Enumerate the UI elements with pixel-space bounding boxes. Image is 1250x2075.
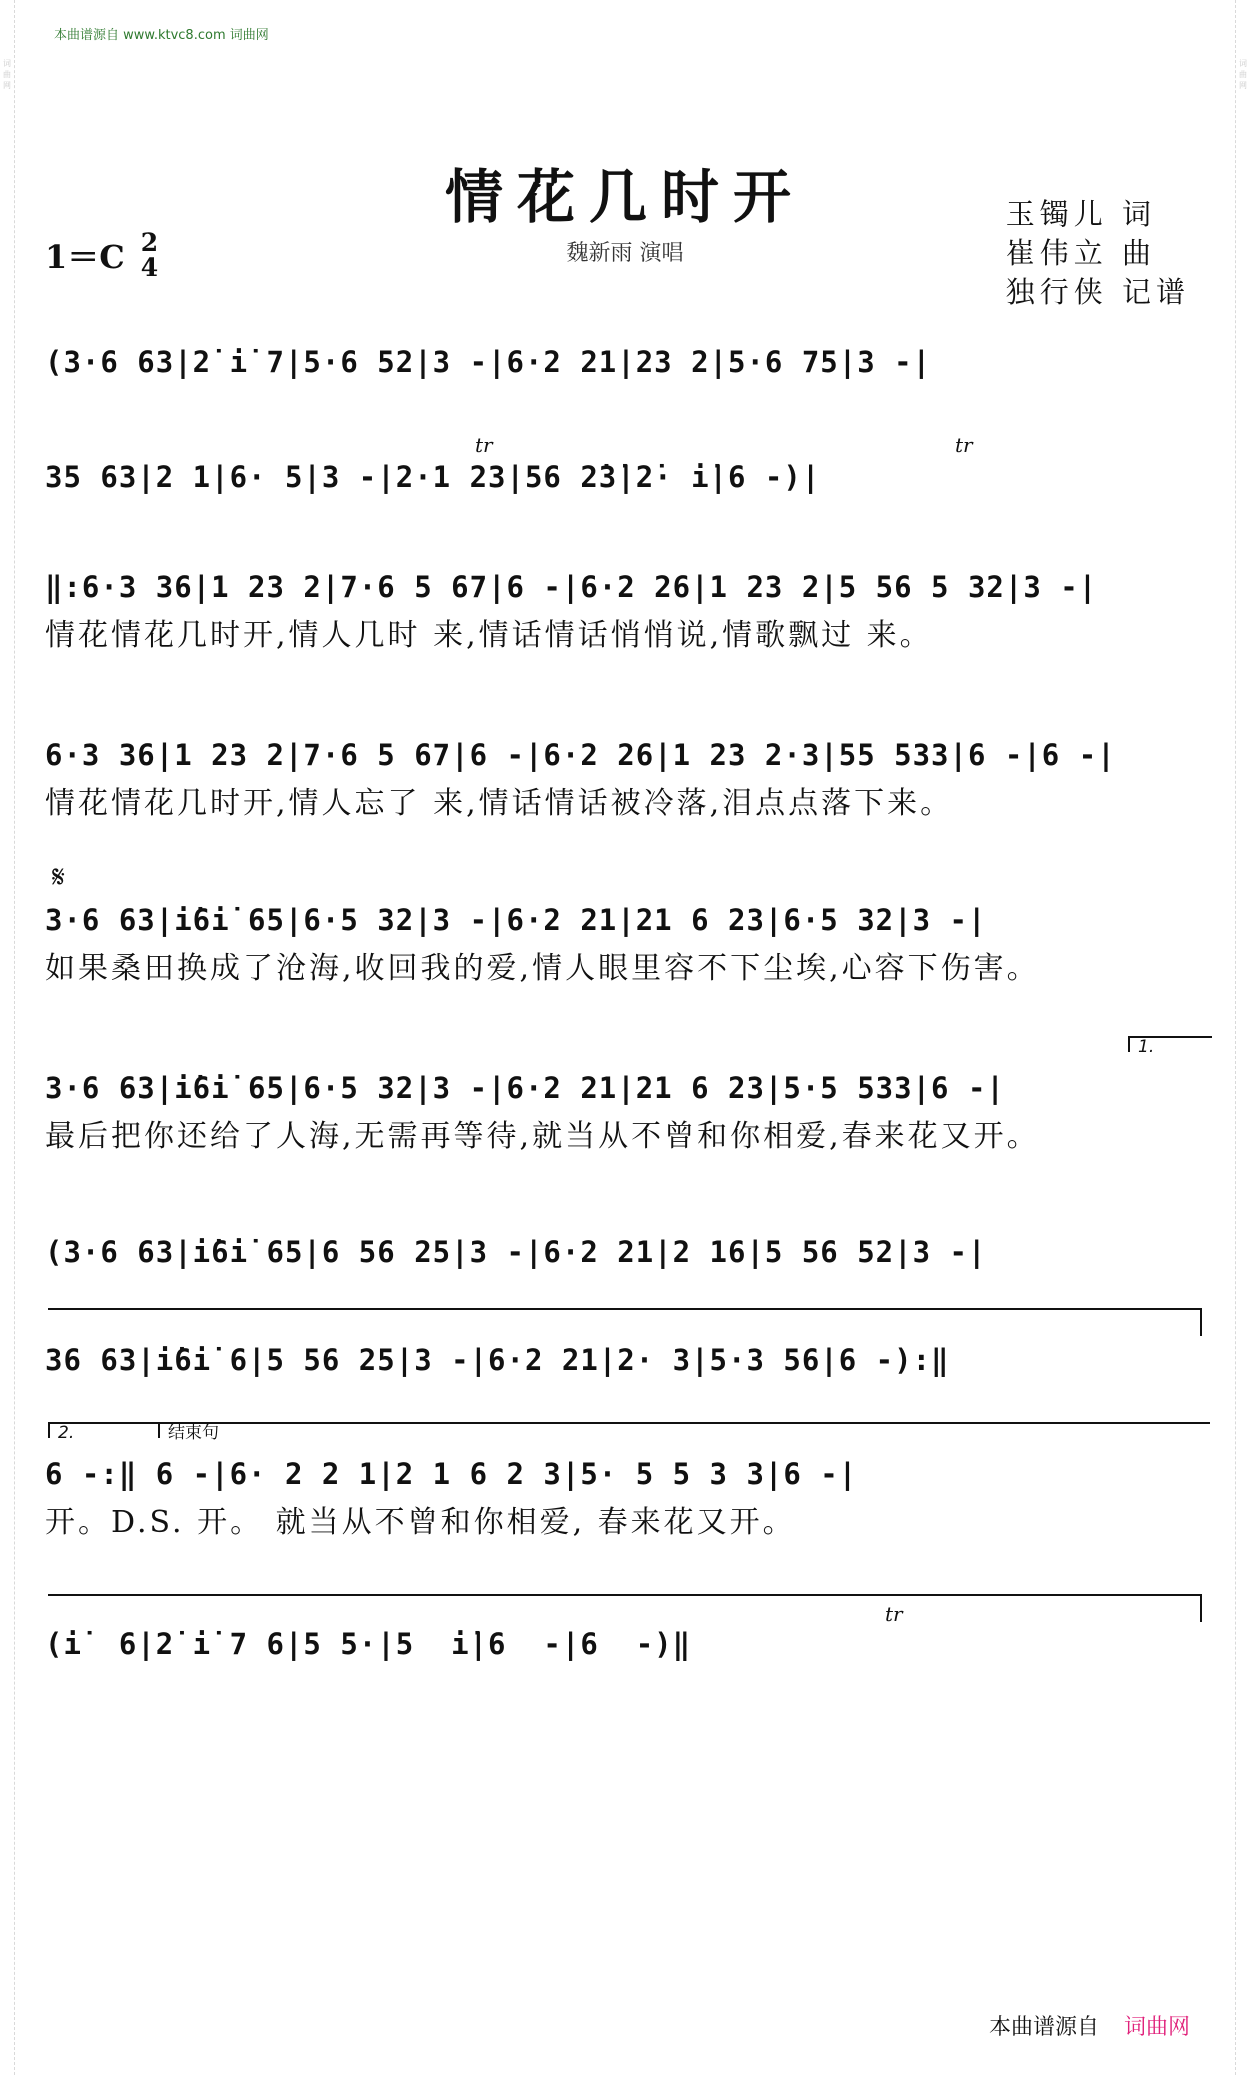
- trill-mark: tr: [885, 1602, 903, 1626]
- trill-mark: tr: [955, 433, 973, 457]
- notation-line: (3·6 63|i̇6i̇ 65|6 56 25|3 -|6·2 21|2 16|5 56 52|3 -|: [45, 1235, 987, 1269]
- first-ending-bracket: [1128, 1036, 1212, 1057]
- singer-line: 魏新雨 演唱: [566, 241, 684, 266]
- composer-credit: 崔伟立 曲: [1005, 236, 1156, 270]
- score-system-1: [45, 340, 1205, 384]
- repeat-span-line: [48, 1308, 1202, 1336]
- score-system-7: [45, 1230, 1205, 1274]
- source-top-text: 本曲谱源自 www.ktvc8.com 词曲网: [54, 28, 269, 43]
- lyricist-credit: 玉镯儿 词: [1005, 197, 1156, 231]
- score-system-6: [45, 1066, 1205, 1160]
- lyrics-line: 如果桑田换成了沧海,收回我的爱,情人眼里容不下尘埃,心容下伤害。: [45, 951, 1040, 986]
- notation-line: ‖:6·3 36|1 23 2|7·6 5 67|6 -|6·2 26|1 23 2|5 56 5 32|3 -|: [45, 570, 1098, 604]
- second-ending-label: 2.: [58, 1423, 75, 1443]
- notation-line: (i̇ 6|2̇ i̇ 7 6|5 5·|5 i̇|6 -|6 -)‖: [45, 1627, 692, 1661]
- notation-line: 6 -:‖ 6 -|6· 2 2 1|2 1 6 2 3|5· 5 5 3 3|6 -|: [45, 1457, 858, 1491]
- score-system-10: [45, 1602, 1205, 1666]
- coda-bracket: [158, 1422, 1210, 1443]
- lyrics-line: 情花情花几时开,情人忘了 来,情话情话被冷落,泪点点落下来。: [45, 786, 954, 821]
- key-signature: [45, 230, 158, 280]
- first-ending-label: 1.: [1138, 1037, 1155, 1057]
- right-margin-watermark: 词曲网: [1235, 0, 1250, 2075]
- coda-span-line: [48, 1594, 1202, 1622]
- key-label: 1＝C: [45, 238, 125, 276]
- notation-line: (3·6 63|2̇ i̇ 7|5·6 52|3 -|6·2 21|23 2|5·6 75|3 -|: [45, 345, 932, 379]
- time-signature: [141, 230, 158, 280]
- trill-mark: tr: [475, 433, 493, 457]
- time-signature-top: 2: [140, 228, 159, 257]
- score-system-5: [45, 898, 1205, 992]
- source-label: 本曲谱源自: [988, 2015, 1099, 2040]
- score-system-8: [45, 1338, 1205, 1382]
- left-margin-watermark: 词曲网: [0, 0, 15, 2075]
- source-footer: [989, 2010, 1190, 2041]
- song-title: 情花几时开: [444, 163, 805, 231]
- lyrics-line: 开。D.S. 开。 就当从不曾和你相爱, 春来花又开。: [45, 1505, 796, 1540]
- lyrics-line: 最后把你还给了人海,无需再等待,就当从不曾和你相爱,春来花又开。: [45, 1119, 1040, 1154]
- source-site-link[interactable]: 词曲网: [1123, 2015, 1190, 2040]
- notation-line: 3·6 63|i̇6i̇ 65|6·5 32|3 -|6·2 21|21 6 23|6·5 32|3 -|: [45, 903, 987, 937]
- score-system-4: [45, 733, 1205, 827]
- score-system-9: [45, 1452, 1205, 1546]
- coda-label: 结束句: [168, 1423, 219, 1443]
- notation-line: 6·3 36|1 23 2|7·6 5 67|6 -|6·2 26|1 23 2·3|55 533|6 -|6 -|: [45, 738, 1116, 772]
- second-ending-bracket: [48, 1422, 158, 1443]
- time-signature-bottom: 4: [140, 253, 159, 282]
- notation-line: 36 63|i̇6i̇ 6|5 56 25|3 -|6·2 21|2· 3|5·3 56|6 -):‖: [45, 1343, 950, 1377]
- transcriber-credit: 独行侠 记谱: [1005, 275, 1190, 309]
- score-system-3: [45, 565, 1205, 659]
- notation-line: 3·6 63|i̇6i̇ 65|6·5 32|3 -|6·2 21|21 6 23|5·5 533|6 -|: [45, 1071, 1005, 1105]
- lyrics-line: 情花情花几时开,情人几时 来,情话情话悄悄说,情歌飘过 来。: [45, 618, 933, 653]
- score-system-2: [45, 433, 1205, 499]
- segno-mark: 𝄋: [52, 860, 65, 895]
- notation-line: 35 63|2 1|6· 5|3 -|2·1 23|56 2̇3̇|2̇· i̇|6 -)|: [45, 460, 821, 494]
- credits: [1006, 195, 1190, 312]
